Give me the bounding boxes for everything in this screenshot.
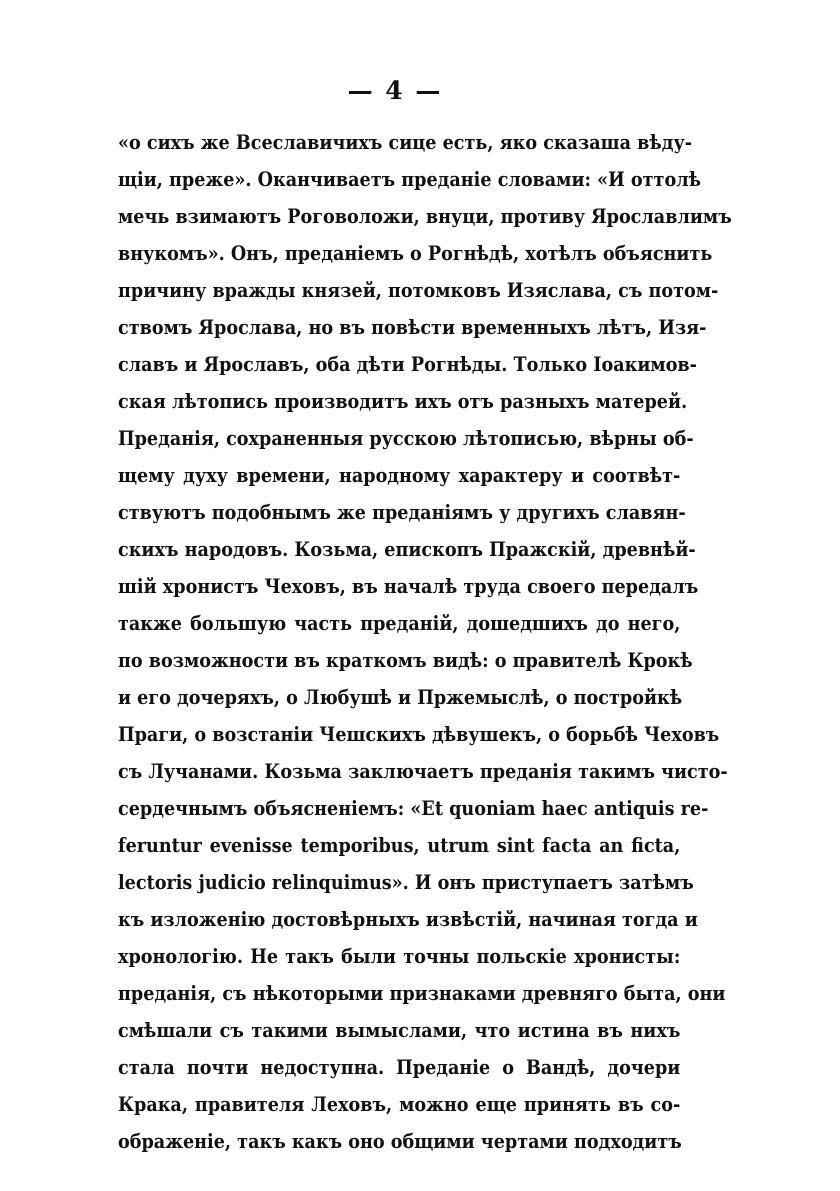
text-line: ображеніе, такъ какъ оно общими чертами подходитъ bbox=[118, 1129, 682, 1153]
text-line: хронологію. Не такъ были точны польскіе хронисты: bbox=[118, 944, 681, 968]
text-line: и его дочеряхъ, о Любушѣ и Пржемыслѣ, о постройкѣ bbox=[118, 685, 683, 709]
text-line: стала почти недоступна. Преданіе о Вандѣ, дочери bbox=[118, 1055, 681, 1079]
text-line: преданія, съ нѣкоторыми признаками древняго быта, они bbox=[118, 981, 726, 1005]
text-line: къ изложенію достовѣрныхъ извѣстій, начиная тогда и bbox=[118, 907, 698, 931]
text-line: lectoris judicio relinquimus». И онъ приступаетъ затѣмъ bbox=[118, 870, 694, 894]
text-line: скихъ народовъ. Козьма, епископъ Пражскій, древнѣй- bbox=[118, 537, 696, 561]
text-line: по возможности въ краткомъ видѣ: о правителѣ Крокѣ bbox=[118, 648, 693, 672]
text-line: славъ и Ярославъ, оба дѣти Рогнѣды. Только Іоакимов- bbox=[118, 352, 697, 376]
text-line: Преданія, сохраненныя русскою лѣтописью, вѣрны об- bbox=[118, 426, 694, 450]
text-line: Крака, правителя Леховъ, можно еще принять въ со- bbox=[118, 1092, 681, 1116]
text-line: внукомъ». Онъ, преданіемъ о Рогнѣдѣ, хотѣлъ объяснить bbox=[118, 241, 713, 265]
text-line: «о сихъ же Всеславичихъ сице есть, яко сказаша вѣду- bbox=[118, 130, 693, 154]
text-line: смѣшали съ такими вымыслами, что истина въ нихъ bbox=[118, 1018, 681, 1042]
text-line: шій хронистъ Чеховъ, въ началѣ труда своего передалъ bbox=[118, 574, 699, 598]
text-line: также большую часть преданій, дошедшихъ до него, bbox=[118, 611, 681, 635]
text-line: щіи, преже». Оканчиваетъ преданіе словами: «И оттолѣ bbox=[118, 167, 701, 191]
text-line: feruntur evenisse temporibus, utrum sint facta an ficta, bbox=[118, 833, 681, 857]
text-line: съ Лучанами. Козьма заключаетъ преданія такимъ чисто- bbox=[118, 759, 728, 783]
text-line: причину вражды князей, потомковъ Изяслава, съ потом- bbox=[118, 278, 719, 302]
body-text bbox=[118, 124, 732, 1160]
text-line: ствомъ Ярослава, но въ повѣсти временныхъ лѣтъ, Изя- bbox=[118, 315, 707, 339]
page-number: — 4 — bbox=[347, 76, 443, 105]
text-line: ская лѣтопись производитъ ихъ отъ разныхъ матерей. bbox=[118, 389, 688, 413]
text-line: щему духу времени, народному характеру и соотвѣт- bbox=[118, 463, 681, 487]
text-line: сердечнымъ объясненіемъ: «Et quoniam haec antiquis re- bbox=[118, 796, 709, 820]
text-line: ствуютъ подобнымъ же преданіямъ у другихъ славян- bbox=[118, 500, 686, 524]
text-line: мечь взимаютъ Роговоложи, внуци, противу Ярославлимъ bbox=[118, 204, 732, 228]
text-line: Праги, о возстаніи Чешскихъ дѣвушекъ, о борьбѣ Чеховъ bbox=[118, 722, 720, 746]
